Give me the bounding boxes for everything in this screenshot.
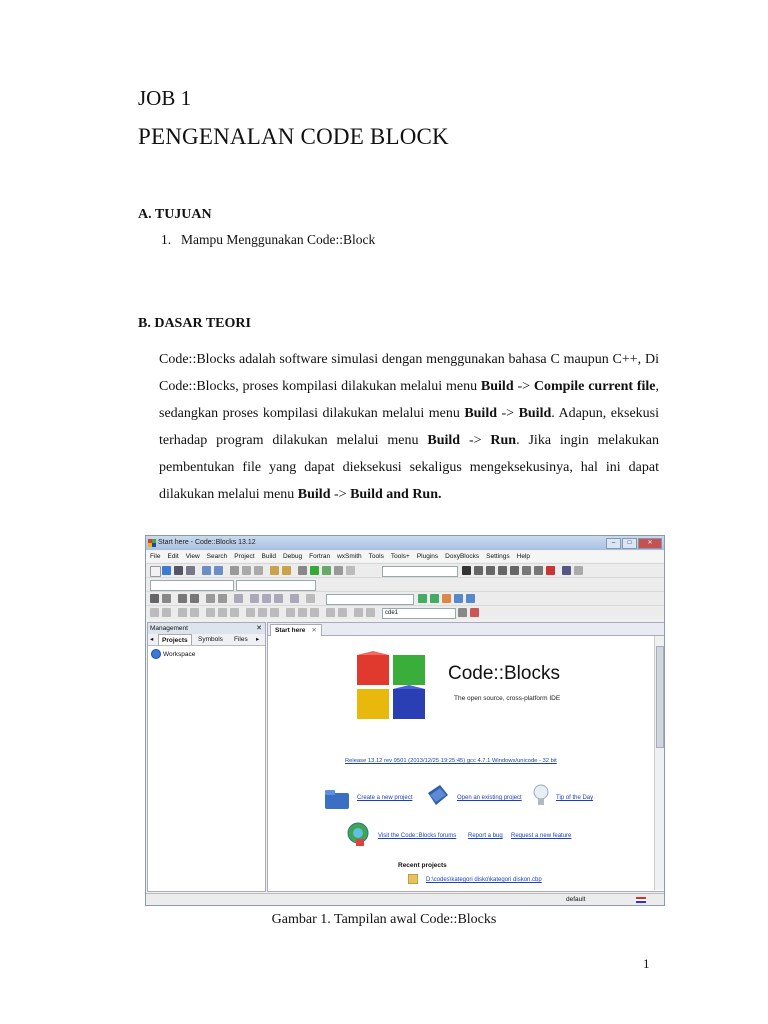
para-bold: Build (464, 406, 498, 421)
tab-scroll-right-icon[interactable]: ▸ (256, 636, 260, 643)
globe-icon[interactable] (346, 821, 370, 847)
toolbar-icon[interactable] (274, 594, 283, 603)
open-project-icon[interactable] (424, 783, 450, 809)
toolbar-icon[interactable] (418, 594, 427, 603)
toolbar-icon[interactable] (178, 594, 187, 603)
info-icon[interactable] (574, 566, 583, 575)
para-bold: Build (480, 379, 514, 394)
toolbar-icon[interactable] (206, 608, 215, 617)
toolbar-icon[interactable] (206, 594, 215, 603)
menu-edit[interactable]: Edit (167, 553, 179, 560)
para-text: -> (513, 379, 534, 394)
toolbar-icon[interactable] (354, 608, 363, 617)
status-bar (146, 893, 664, 906)
minimize-button[interactable]: – (606, 538, 621, 549)
open-project-link[interactable]: Open an existing project (457, 795, 522, 801)
debug-icon[interactable] (462, 566, 471, 575)
toolbar-icon[interactable] (286, 608, 295, 617)
figure-caption: Gambar 1. Tampilan awal Code::Blocks (271, 912, 497, 927)
objective-item (161, 232, 375, 248)
debug-windows-icon[interactable] (562, 566, 571, 575)
objective-text: Mampu Menggunakan Code::Block (181, 232, 376, 247)
editor-tabs (268, 623, 664, 636)
abort-icon[interactable] (346, 566, 355, 575)
toolbar-icon[interactable] (250, 594, 259, 603)
para-bold: Build (297, 487, 331, 502)
language-flag-icon (636, 897, 646, 903)
new-file-icon[interactable] (150, 566, 161, 577)
function-select[interactable] (236, 580, 316, 591)
menu-plugins[interactable]: Plugins (416, 553, 439, 560)
menu-fortran[interactable]: Fortran (309, 553, 331, 560)
recent-projects-title: Recent projects (398, 862, 447, 869)
lightbulb-icon[interactable] (533, 783, 549, 809)
tip-of-day-link[interactable]: Tip of the Day (556, 795, 594, 801)
toolbar-main (146, 563, 664, 577)
find-icon[interactable] (270, 566, 279, 575)
workspace-node[interactable] (151, 649, 265, 659)
toolbar-icon[interactable] (218, 608, 227, 617)
section-a-heading: A. TUJUAN (138, 207, 212, 222)
stop-debug-icon[interactable] (546, 566, 555, 575)
window-titlebar (146, 536, 664, 550)
scrollbar-thumb[interactable] (656, 646, 664, 748)
close-panel-icon[interactable]: ✕ (256, 625, 262, 632)
para-text: , sedangkan proses kompilasi dilakukan melalui menu (159, 379, 660, 421)
brand-tagline: The open source, cross-platform IDE (454, 695, 561, 702)
start-page (267, 622, 665, 892)
build-target-select[interactable] (382, 566, 458, 577)
para-bold: Run (490, 433, 517, 448)
run-to-cursor-icon[interactable] (474, 566, 483, 575)
toolbar-tertiary (146, 605, 664, 619)
para-bold: Build (427, 433, 461, 448)
toolbar-icon[interactable] (430, 594, 439, 603)
objective-number: 1. (161, 232, 172, 247)
para-bold: Build (518, 406, 552, 421)
toolbar-icon[interactable] (326, 608, 335, 617)
menu-search[interactable]: Search (206, 553, 228, 560)
toolbar-icon[interactable] (234, 594, 243, 603)
management-tabs (148, 634, 265, 646)
menu-debug[interactable]: Debug (282, 553, 303, 560)
save-all-icon[interactable] (186, 566, 195, 575)
para-text: -> (497, 406, 519, 421)
brand-title: Code::Blocks (448, 663, 560, 684)
new-project-folder-icon[interactable] (324, 788, 350, 810)
menu-settings[interactable]: Settings (486, 553, 510, 560)
create-project-link[interactable]: Create a new project (357, 795, 413, 801)
request-feature-link[interactable]: Request a new feature (511, 833, 572, 839)
rebuild-icon[interactable] (334, 566, 343, 575)
page-title: PENGENALAN CODE BLOCK (138, 124, 449, 149)
step-into-icon[interactable] (498, 566, 507, 575)
toolbar-icon[interactable] (290, 594, 299, 603)
save-icon[interactable] (174, 566, 183, 575)
menu-project[interactable]: Project (234, 553, 255, 560)
toolbar-icon[interactable] (258, 608, 267, 617)
app-icon (148, 539, 156, 547)
menu-build[interactable]: Build (261, 553, 276, 560)
toolbar-icon[interactable] (150, 594, 159, 603)
para-text: -> (330, 487, 351, 502)
run-icon[interactable] (310, 566, 319, 575)
toolbar-icon[interactable] (338, 608, 347, 617)
toolbar-icon[interactable] (454, 594, 463, 603)
management-header (148, 623, 265, 634)
management-title: Management (150, 625, 188, 632)
codeblocks-logo (355, 651, 427, 723)
toolbar-secondary (146, 591, 664, 605)
toolbar-icon[interactable] (178, 608, 187, 617)
maximize-button[interactable]: □ (622, 538, 637, 549)
forums-link[interactable]: Visit the Code::Blocks forums (378, 833, 457, 839)
toolbar-icon[interactable] (218, 594, 227, 603)
workspace-icon (151, 649, 161, 659)
theory-paragraph (159, 346, 659, 508)
page-number: 1 (643, 956, 650, 971)
toolbar-code-completion (146, 577, 664, 591)
toolbar-icon[interactable] (458, 608, 467, 617)
para-bold: Build and Run. (350, 487, 442, 502)
codeblocks-screenshot (145, 535, 665, 906)
para-text: . Adapun, eksekusi terhadap program dilakukan melalui menu (159, 406, 660, 448)
menu-tools-plus[interactable]: Tools+ (390, 553, 410, 560)
build-run-icon[interactable] (322, 566, 331, 575)
para-text: Code::Blocks adalah software simulasi dengan menggunakan bahasa C maupun C++, Di Code::Blocks, proses kompilasi dilakukan melalui menu (159, 352, 659, 394)
undo-icon[interactable] (202, 566, 211, 575)
close-tab-icon[interactable]: ✕ (311, 627, 317, 634)
menu-doxyblocks[interactable]: DoxyBlocks (445, 553, 480, 560)
redo-icon[interactable] (214, 566, 223, 575)
para-text: . Jika ingin melakukan pembentukan file yang dapat dieksekusi sekaligus mengeksekusinya, hal ini dapat dilakukan melalui menu (159, 433, 660, 502)
management-panel (147, 622, 266, 892)
compiler-target-select[interactable]: cde1 (382, 608, 456, 619)
build-icon[interactable] (298, 566, 307, 575)
tab-projects[interactable]: Projects (158, 634, 192, 645)
menu-bar (146, 551, 664, 562)
tab-files[interactable]: Files (234, 636, 248, 643)
menu-view[interactable]: View (185, 553, 200, 560)
para-bold: Compile current file (533, 379, 656, 394)
replace-icon[interactable] (282, 566, 291, 575)
project-file-icon (408, 874, 418, 884)
toolbar-icon[interactable] (466, 594, 475, 603)
recent-project-link[interactable]: D:\codes\kategori disko\kategori diskon.cbp (426, 877, 542, 883)
search-combo[interactable] (326, 594, 414, 605)
toolbar-icon[interactable] (190, 594, 199, 603)
vertical-scrollbar[interactable] (654, 636, 664, 890)
toolbar-icon[interactable] (298, 608, 307, 617)
menu-tools[interactable]: Tools (368, 553, 384, 560)
paste-icon[interactable] (254, 566, 263, 575)
toolbar-icon[interactable] (270, 608, 279, 617)
workspace-label: Workspace (163, 650, 196, 658)
toolbar-icon[interactable] (190, 608, 199, 617)
menu-help[interactable]: Help (516, 553, 530, 560)
toolbar-icon[interactable] (246, 608, 255, 617)
next-instruction-icon[interactable] (522, 566, 531, 575)
report-bug-link[interactable]: Report a bug (468, 833, 503, 839)
menu-wxsmith[interactable]: wxSmith (337, 553, 362, 560)
toolbar-icon[interactable] (306, 594, 315, 603)
tab-scroll-left-icon[interactable]: ◂ (150, 636, 154, 643)
window-title: Start here - Code::Blocks 13.12 (158, 539, 256, 546)
release-link[interactable]: Release 13.12 rev 9501 (2013/12/25 19:25:45) gcc 4.7.1 Windows/unicode - 32 bit (345, 758, 557, 764)
tab-start-here[interactable] (270, 624, 322, 636)
step-out-icon[interactable] (510, 566, 519, 575)
menu-file[interactable]: File (150, 553, 161, 560)
job-number: JOB 1 (138, 86, 192, 110)
toolbar-icon[interactable] (470, 608, 479, 617)
copy-icon[interactable] (242, 566, 251, 575)
tab-start-here-label: Start here (275, 627, 306, 634)
toolbar-icon[interactable] (442, 594, 451, 603)
toolbar-icon[interactable] (162, 594, 171, 603)
next-line-icon[interactable] (486, 566, 495, 575)
para-text: -> (460, 433, 491, 448)
pause-icon[interactable] (534, 566, 543, 575)
toolbar-icon[interactable] (262, 594, 271, 603)
close-button[interactable]: ✕ (638, 538, 662, 549)
open-icon[interactable] (162, 566, 171, 575)
section-b-heading: B. DASAR TEORI (138, 316, 251, 331)
toolbar-icon[interactable] (150, 608, 159, 617)
toolbar-icon[interactable] (162, 608, 171, 617)
toolbar-icon[interactable] (366, 608, 375, 617)
scope-select[interactable] (150, 580, 234, 591)
tab-symbols[interactable]: Symbols (198, 636, 223, 643)
status-text: default (566, 896, 586, 903)
cut-icon[interactable] (230, 566, 239, 575)
toolbar-icon[interactable] (230, 608, 239, 617)
toolbar-icon[interactable] (310, 608, 319, 617)
